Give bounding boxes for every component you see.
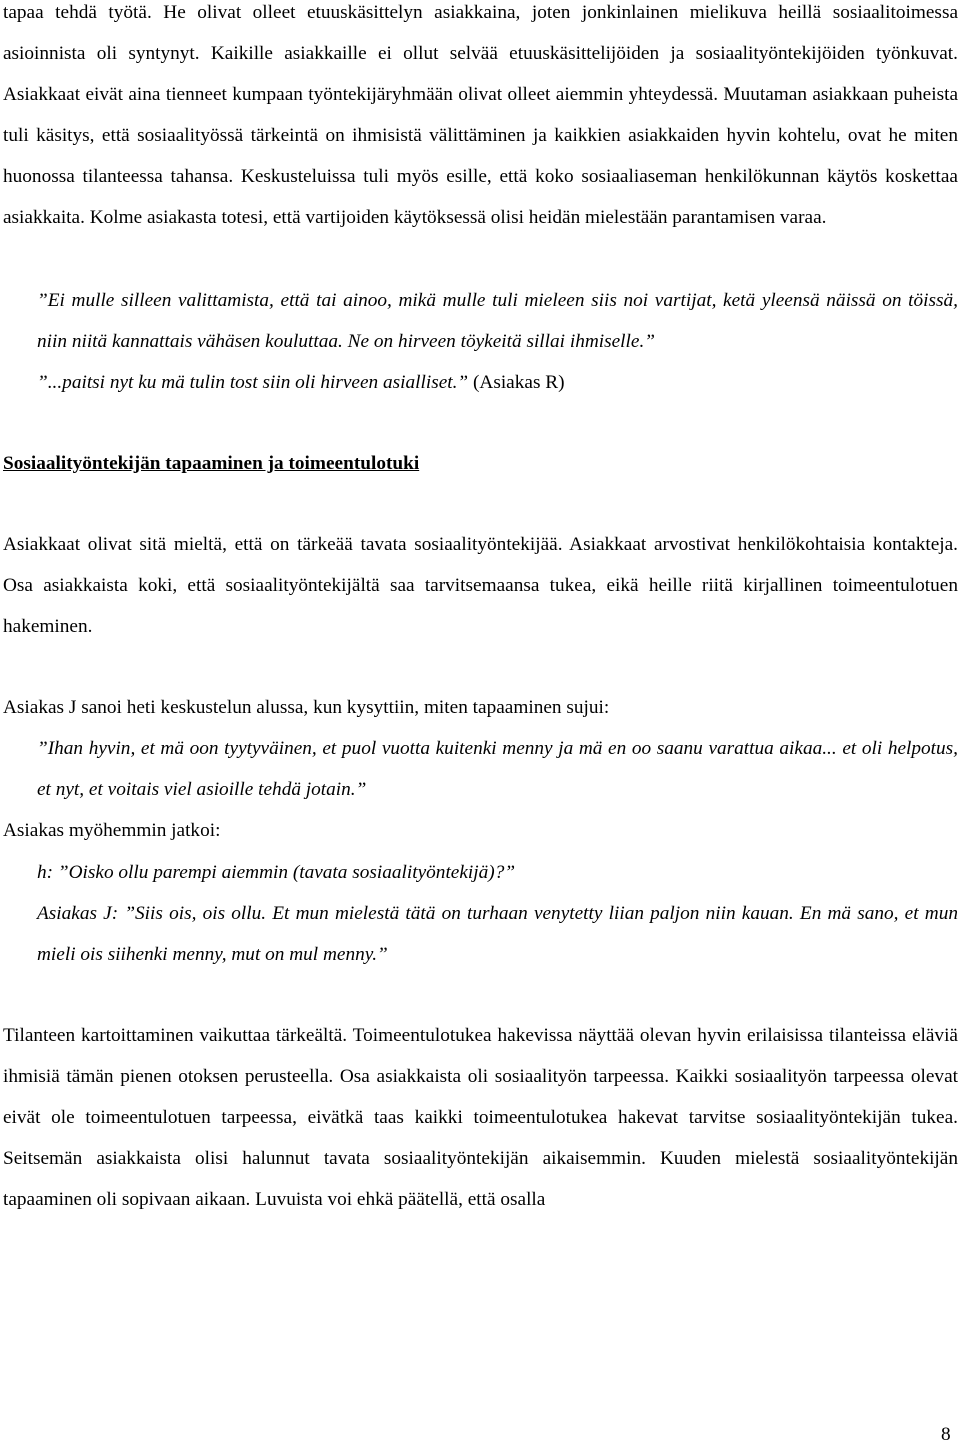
paragraph-meeting-importance: Asiakkaat olivat sitä mieltä, että on tärkeää tavata sosiaalityöntekijää. Asiakkaat arvostivat henkilökohtaisia kontakteja. Osa asiakkaista koki, että sosiaalityöntekijältä saa tarvitsemaansa tukea, eikä heille riitä kirjallinen toimeentulotuen hakeminen. [3,533,958,638]
client-quote-followup-text: ”...paitsi nyt ku mä tulin tost siin oli hirveen asialliset.” [37,371,469,393]
paragraph-intro: tapaa tehdä työtä. He olivat olleet etuuskäsittelyn asiakkaina, joten jonkinlainen mielikuva heillä sosiaalitoimessa asioinnista oli syntynyt. Kaikille asiakkaille ei ollut selvää etuuskäsittelijöiden ja sosiaalityöntekijöiden työnkuvat. Asiakkaat eivät aina tienneet kumpaan työntekijäryhmään olivat olleet aiemmin yhteydessä. Muutaman asiakkaan puheista tuli käsitys, että sosiaalityössä tärkeintä on ihmisistä välittäminen ja kaikkien asiakkaiden hyvin kohtelu, ovat he miten huonossa tilanteessa tahansa. Keskusteluissa tuli myös esille, että koko sosiaaliaseman henkilökunnan käytös koskettaa asiakkaita. Kolme asiakasta totesi, että vartijoiden käytöksessä olisi heidän mielestään parantamisen varaa. [3,2,958,229]
quote-source: (Asiakas R) [468,371,565,393]
paragraph-situation-mapping: Tilanteen kartoittaminen vaikuttaa tärkeältä. Toimeentulotukea hakevissa näyttää olevan hyvin erilaisissa tilanteissa eläviä ihmisiä tämän pienen otoksen perusteella. Osa asiakkaista oli sosiaalityön tarpeessa. Kaikki sosiaalityön tarpeessa olevat eivät ole toimeentulotuen tarpeessa, eivätkä taas kaikki toimeentulotukea hakevat tarvitse sosiaalityöntekijän tukea. Seitsemän asiakkaista olisi halunnut tavata sosiaalityöntekijän aikaisemmin. Kuuden mielestä sosiaalityöntekijän tapaaminen oli sopivaan aikaan. Luvuista voi ehkä päätellä, että osalla [3,1024,958,1211]
page-number: 8 [941,1424,951,1445]
document-page [3,0,958,1220]
interview-question: h: ”Oisko ollu parempi aiemmin (tavata sosiaalityöntekijä)?” [37,861,516,883]
client-quote-followup [3,362,958,403]
client-j-quote: ”Ihan hyvin, et mä oon tyytyväinen, et puol vuotta kuitenki menny ja mä en oo saanu varattua aikaa... et oli helpotus, et nyt, et voitais viel asioille tehdä jotain.” [37,738,958,801]
paragraph-client-j-intro: Asiakas J sanoi heti keskustelun alussa, kun kysyttiin, miten tapaaminen sujui: [3,697,610,719]
interview-answer: Asiakas J: ”Siis ois, ois ollu. Et mun mielestä tätä on turhaan venytetty liian paljon niin kauan. En mä sano, et mun mieli ois siihenki menny, mut on mul menny.” [37,902,958,965]
client-quote-guards: ”Ei mulle silleen valittamista, että tai ainoo, mikä mulle tuli mieleen siis noi vartijat, ketä yleensä näissä on töissä, niin niitä kannattais vähäsen kouluttaa. Ne on hirveen töykeitä sillai ihmiselle.” [37,289,958,352]
paragraph-client-continued: Asiakas myöhemmin jatkoi: [3,820,221,842]
section-heading: Sosiaalityöntekijän tapaaminen ja toimeentulotuki [3,452,420,474]
